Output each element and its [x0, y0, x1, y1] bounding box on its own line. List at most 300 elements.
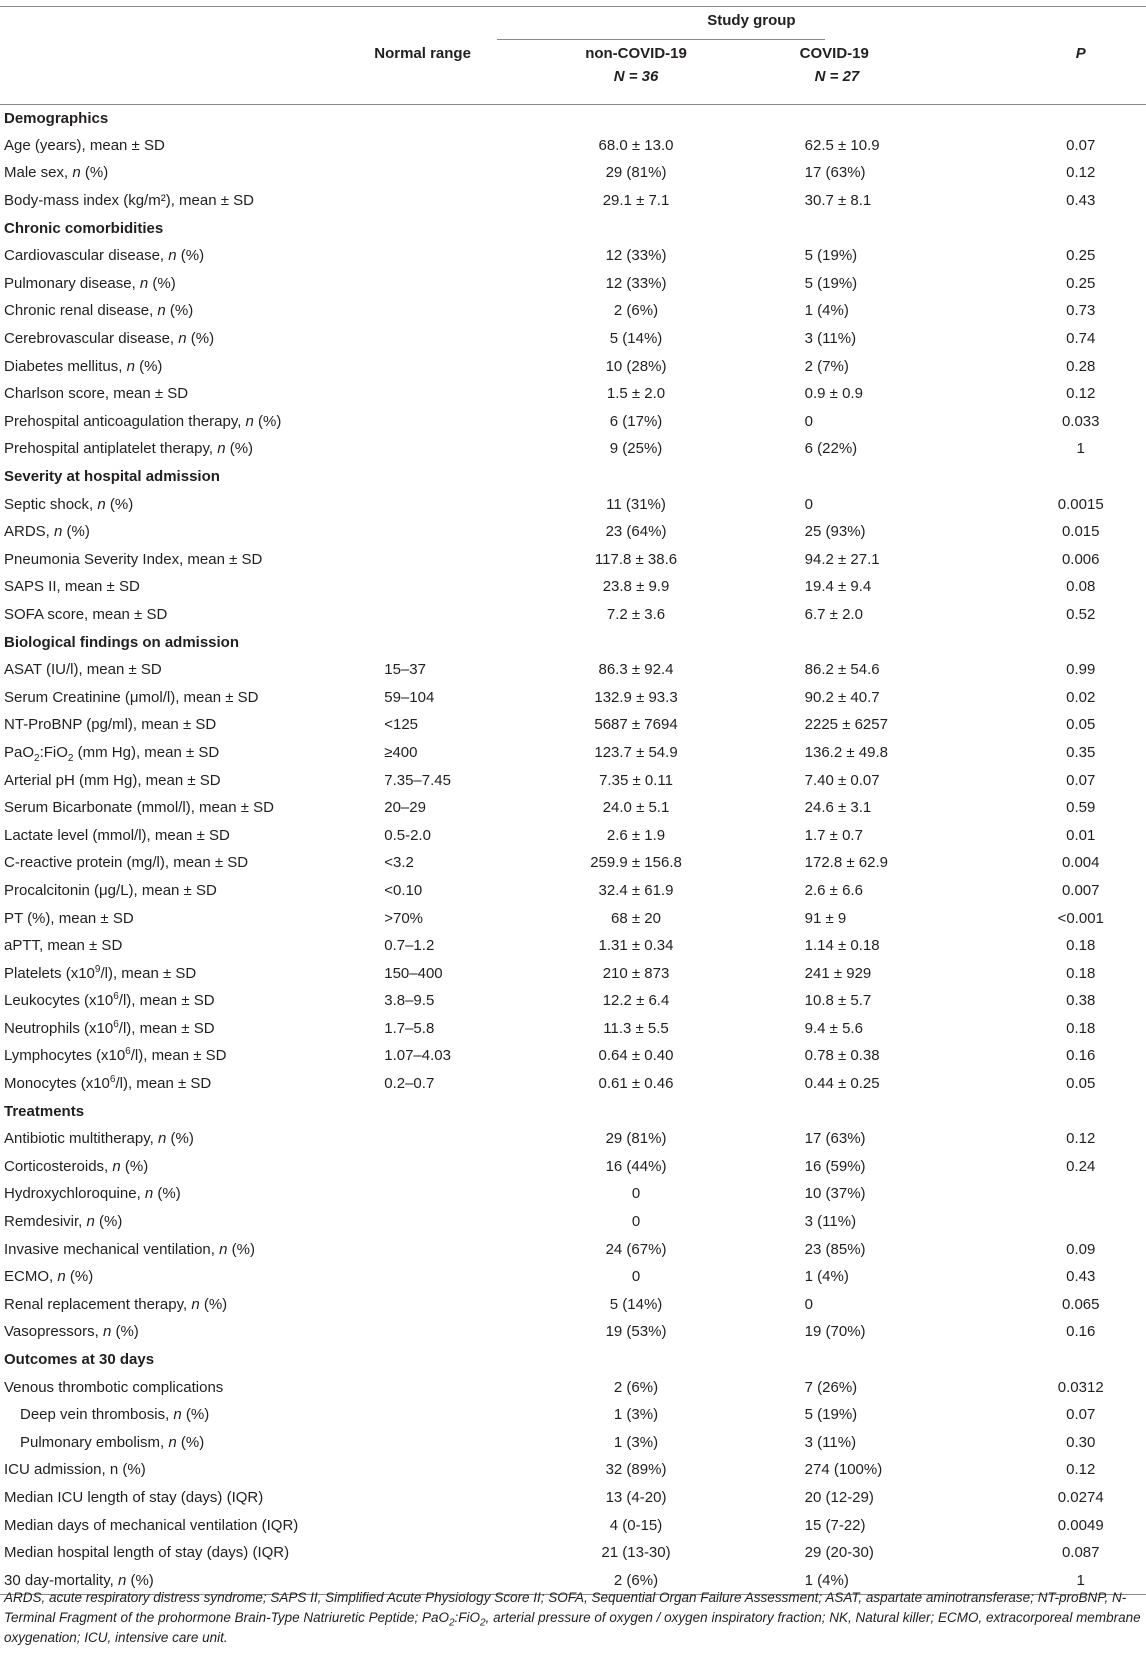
- covid-cell: 136.2 ± 49.8: [804, 743, 888, 761]
- row-label-text: Procalcitonin (μg/L), mean ± SD: [4, 881, 217, 899]
- normal-range-cell: <3.2: [384, 854, 414, 872]
- row-label: [0, 1539, 374, 1567]
- section-title: Chronic comorbidities: [4, 219, 164, 237]
- row-label-tail: (%): [94, 1213, 123, 1231]
- row-label-text: Leukocytes (x10: [4, 992, 114, 1010]
- row-label: [0, 1484, 374, 1512]
- row-label: [0, 270, 374, 298]
- table-row: [0, 850, 1146, 878]
- row-label: [0, 1291, 374, 1319]
- normal-range-cell: <0.10: [384, 881, 423, 899]
- covid-header: COVID-19: [799, 44, 869, 62]
- non-covid-cell: 1.5 ± 2.0: [606, 385, 666, 403]
- non-covid-cell: 1 (3%): [613, 1433, 659, 1451]
- normal-range-cell: [374, 1457, 497, 1485]
- row-label-text: Pulmonary disease,: [4, 274, 140, 292]
- row-label-italic: n: [117, 1571, 127, 1589]
- row-label-text: SOFA score, mean ± SD: [4, 605, 168, 623]
- row-label-italic: n: [139, 274, 149, 292]
- p-value-cell: 0.18: [1066, 964, 1096, 982]
- table-row: [0, 436, 1146, 464]
- non-covid-cell: 29.1 ± 7.1: [602, 192, 670, 210]
- normal-range-cell: [374, 1125, 497, 1153]
- covid-cell: 7.40 ± 0.07: [804, 771, 880, 789]
- section-title: Biological findings on admission: [4, 633, 240, 651]
- row-label-text: Platelets (x10: [4, 964, 95, 982]
- row-label-text: Hydroxychloroquine,: [4, 1185, 145, 1203]
- row-label-tail: (%): [181, 1406, 210, 1424]
- row-label-tail: /l), mean ± SD: [118, 1019, 215, 1037]
- table-row: [0, 988, 1146, 1016]
- normal-range-cell: [374, 601, 497, 629]
- non-covid-cell: 132.9 ± 93.3: [594, 688, 678, 706]
- non-covid-cell: 259.9 ± 156.8: [590, 854, 682, 872]
- row-label-italic: n: [86, 1213, 95, 1231]
- row-label-text: Remdesivir,: [4, 1213, 87, 1231]
- covid-cell: 17 (63%): [804, 1130, 866, 1148]
- row-label-text: Vasopressors,: [4, 1323, 103, 1341]
- table-row: [0, 932, 1146, 960]
- normal-range-cell: [374, 1263, 497, 1291]
- covid-cell: 1 (4%): [804, 1571, 849, 1589]
- non-covid-cell: 68 ± 20: [611, 909, 661, 927]
- p-value-cell: 0.033: [1061, 412, 1100, 430]
- normal-range-cell: 15–37: [384, 661, 426, 679]
- table-row: [0, 712, 1146, 740]
- normal-range-header: Normal range: [374, 44, 471, 62]
- row-label: [0, 160, 374, 188]
- row-label-tail: /l), mean ± SD: [118, 992, 215, 1010]
- covid-cell: 23 (85%): [804, 1240, 866, 1258]
- non-covid-cell: 2 (6%): [613, 1571, 659, 1589]
- table-row: [0, 1263, 1146, 1291]
- row-label-text: Cerebrovascular disease,: [4, 330, 179, 348]
- non-covid-cell: 24.0 ± 5.1: [602, 799, 670, 817]
- row-label-tail: (%): [227, 1240, 255, 1258]
- covid-cell: 241 ± 929: [804, 964, 872, 982]
- normal-range-cell: 0.2–0.7: [384, 1075, 435, 1093]
- covid-cell: 94.2 ± 27.1: [804, 550, 880, 568]
- normal-range-cell: [374, 187, 497, 215]
- row-label: [0, 1070, 374, 1098]
- normal-range-cell: 3.8–9.5: [384, 992, 435, 1010]
- p-value-cell: 0.18: [1066, 1019, 1096, 1037]
- row-label: [0, 1125, 374, 1153]
- normal-range-cell: ≥400: [384, 743, 418, 761]
- row-label-sub: 2: [34, 752, 40, 764]
- p-value-cell: 0.59: [1066, 799, 1096, 817]
- non-covid-cell: 0.61 ± 0.46: [598, 1075, 674, 1093]
- row-label: [0, 1043, 374, 1071]
- table-row: [0, 1457, 1146, 1485]
- normal-range-cell: 0.5-2.0: [384, 826, 431, 844]
- non-covid-cell: 10 (28%): [605, 357, 667, 375]
- table-row: [0, 132, 1146, 160]
- table-row: [0, 353, 1146, 381]
- normal-range-cell: [374, 353, 497, 381]
- p-value-cell: 0.73: [1066, 302, 1096, 320]
- p-value-cell: 0.07: [1066, 136, 1096, 154]
- row-label-italic: n: [144, 1185, 154, 1203]
- row-label-text: ASAT (IU/l), mean ± SD: [4, 661, 162, 679]
- row-label: [0, 822, 374, 850]
- table-row: [0, 1319, 1146, 1347]
- covid-cell: 1.14 ± 0.18: [804, 937, 880, 955]
- covid-cell: 0.44 ± 0.25: [804, 1075, 880, 1093]
- normal-range-cell: [374, 1374, 497, 1402]
- row-label-tail: (%): [80, 164, 109, 182]
- footnote-part3: , arterial pressure of oxygen / oxygen inspiratory fraction; NK, Natural killer; ECMO, extracorporeal membrane oxygenation; ICU, intensive care unit.: [4, 1610, 1141, 1645]
- section-header-row: [0, 1098, 1146, 1126]
- p-value-cell: 0.16: [1066, 1047, 1096, 1065]
- non-covid-cell: 2.6 ± 1.9: [606, 826, 666, 844]
- covid-cell: 9.4 ± 5.6: [804, 1019, 863, 1037]
- table-row: [0, 1484, 1146, 1512]
- row-label-text: Cardiovascular disease,: [4, 247, 169, 265]
- row-label-tail: /l), mean ± SD: [100, 964, 197, 982]
- row-label-tail: (%): [111, 1323, 139, 1341]
- row-label-text: Prehospital antiplatelet therapy,: [4, 440, 218, 458]
- covid-cell: 6 (22%): [804, 440, 858, 458]
- table-row: [0, 1401, 1146, 1429]
- normal-range-cell: 1.7–5.8: [384, 1019, 435, 1037]
- row-label-tail: /l), mean ± SD: [130, 1047, 227, 1065]
- header-row-columns: [0, 41, 1146, 67]
- row-label-italic: n: [54, 523, 63, 541]
- non-covid-cell: 6 (17%): [609, 412, 663, 430]
- row-label: [0, 1512, 374, 1540]
- row-label-tail: (%): [199, 1295, 228, 1313]
- p-value-cell: 0.05: [1066, 716, 1096, 734]
- row-label: [0, 1401, 374, 1429]
- table-row: [0, 1539, 1146, 1567]
- table-row: [0, 491, 1146, 519]
- row-label-text: aPTT, mean ± SD: [4, 937, 123, 955]
- covid-cell: 172.8 ± 62.9: [804, 854, 888, 872]
- normal-range-cell: [374, 298, 497, 326]
- table-row: [0, 408, 1146, 436]
- non-covid-cell: 4 (0-15): [609, 1516, 663, 1534]
- row-label: [0, 1181, 374, 1209]
- p-value-cell: 0.52: [1066, 605, 1096, 623]
- row-label-tail: (%): [225, 440, 254, 458]
- covid-cell: 16 (59%): [804, 1157, 866, 1175]
- row-label-italic: n: [168, 247, 177, 265]
- row-label-tail: (mm Hg), mean ± SD: [73, 743, 220, 761]
- non-covid-cell: 12.2 ± 6.4: [602, 992, 670, 1010]
- row-label-italic: n: [126, 357, 135, 375]
- table-row: [0, 905, 1146, 933]
- p-value-cell: 0.007: [1061, 881, 1100, 899]
- table-row: [0, 160, 1146, 188]
- table-row: [0, 546, 1146, 574]
- row-label: [0, 518, 374, 546]
- row-label: [0, 1153, 374, 1181]
- row-label: [0, 1208, 374, 1236]
- study-group-header: Study group: [707, 12, 796, 30]
- covid-cell: 2225 ± 6257: [804, 716, 888, 734]
- row-label: [0, 988, 374, 1016]
- p-value-cell: 0.74: [1066, 330, 1096, 348]
- row-label-text: Arterial pH (mm Hg), mean ± SD: [4, 771, 221, 789]
- covid-cell: 3 (11%): [804, 1433, 857, 1451]
- row-label: [0, 1015, 374, 1043]
- non-covid-cell: 1 (3%): [613, 1406, 659, 1424]
- p-header: P: [1075, 44, 1086, 62]
- table-row: [0, 1043, 1146, 1071]
- section-header-row: [0, 105, 1146, 133]
- row-label-text: PT (%), mean ± SD: [4, 909, 134, 927]
- p-value-cell: <0.001: [1057, 909, 1104, 927]
- normal-range-cell: [374, 1539, 497, 1567]
- row-label-text: Antibiotic multitherapy,: [4, 1130, 158, 1148]
- row-label-italic: n: [219, 1240, 228, 1258]
- row-label-tail: (%): [120, 1157, 149, 1175]
- row-label-text: Lactate level (mmol/l), mean ± SD: [4, 826, 230, 844]
- p-value-cell: [1015, 1208, 1146, 1236]
- row-label: [0, 684, 374, 712]
- table-row: [0, 325, 1146, 353]
- row-label-sup: 6: [113, 1018, 119, 1030]
- p-value-cell: 1: [1076, 1571, 1085, 1589]
- non-covid-cell: 32 (89%): [605, 1461, 667, 1479]
- p-value-cell: 0.12: [1066, 1130, 1096, 1148]
- p-value-cell: 0.07: [1066, 771, 1096, 789]
- covid-cell: 19.4 ± 9.4: [804, 578, 872, 596]
- section-title: Outcomes at 30 days: [4, 1351, 155, 1369]
- section-title: Demographics: [4, 109, 109, 127]
- row-label-text: Diabetes mellitus,: [4, 357, 127, 375]
- normal-range-cell: [374, 1401, 497, 1429]
- row-label-italic: n: [97, 495, 106, 513]
- non-covid-cell: 5687 ± 7694: [594, 716, 678, 734]
- table-row: [0, 1291, 1146, 1319]
- non-covid-cell: 210 ± 873: [602, 964, 670, 982]
- row-label-italic: n: [112, 1157, 121, 1175]
- covid-cell: 2 (7%): [804, 357, 849, 375]
- table-row: [0, 1125, 1146, 1153]
- row-label-text: ARDS,: [4, 523, 55, 541]
- row-label-tail: (%): [165, 302, 194, 320]
- row-label-text: Charlson score, mean ± SD: [4, 385, 189, 403]
- row-label-text: Monocytes (x10: [4, 1075, 110, 1093]
- table-row: [0, 794, 1146, 822]
- non-covid-cell: 12 (33%): [605, 274, 667, 292]
- p-value-cell: 0.08: [1066, 578, 1096, 596]
- p-value-cell: 0.07: [1066, 1406, 1096, 1424]
- row-label-italic: n: [217, 440, 226, 458]
- p-value-cell: 0.12: [1066, 385, 1096, 403]
- non-covid-cell: 0.64 ± 0.40: [598, 1047, 674, 1065]
- p-value-cell: 0.30: [1066, 1433, 1096, 1451]
- covid-cell: 25 (93%): [804, 523, 866, 541]
- covid-cell: 0.9 ± 0.9: [804, 385, 863, 403]
- row-label-text: Serum Creatinine (μmol/l), mean ± SD: [4, 688, 259, 706]
- row-label-sub: 2: [67, 752, 74, 764]
- row-label-text: Chronic renal disease,: [4, 302, 158, 320]
- p-value-cell: 0.0274: [1057, 1488, 1104, 1506]
- p-value-cell: 0.28: [1066, 357, 1096, 375]
- normal-range-cell: [374, 1291, 497, 1319]
- row-label: [0, 1319, 374, 1347]
- covid-cell: 24.6 ± 3.1: [804, 799, 872, 817]
- non-covid-cell: 9 (25%): [609, 440, 663, 458]
- non-covid-cell: 68.0 ± 13.0: [598, 136, 674, 154]
- normal-range-cell: [374, 270, 497, 298]
- non-covid-cell: 24 (67%): [605, 1240, 667, 1258]
- table-row: [0, 684, 1146, 712]
- section-header-row: [0, 1346, 1146, 1374]
- non-covid-cell: 7.35 ± 0.11: [599, 771, 673, 789]
- row-label-text: Pulmonary embolism,: [20, 1433, 169, 1451]
- table-row: [0, 298, 1146, 326]
- non-covid-cell: 29 (81%): [605, 164, 667, 182]
- normal-range-cell: [374, 1181, 497, 1209]
- table-row: [0, 822, 1146, 850]
- covid-cell: 10.8 ± 5.7: [804, 992, 872, 1010]
- non-covid-cell: 5 (14%): [609, 1295, 663, 1313]
- covid-cell: 0: [804, 1295, 813, 1313]
- non-covid-cell: 86.3 ± 92.4: [598, 661, 674, 679]
- covid-cell: 7 (26%): [804, 1378, 858, 1396]
- row-label-text: Median ICU length of stay (days) (IQR): [4, 1488, 264, 1506]
- row-label-tail: (%): [62, 523, 90, 541]
- row-label-sup: 6: [113, 991, 119, 1003]
- row-label-sup: 6: [109, 1074, 116, 1086]
- header-row-group: [0, 7, 1146, 41]
- table-footnote: [4, 1588, 1142, 1648]
- non-covid-cell: 19 (53%): [605, 1323, 667, 1341]
- covid-cell: 30.7 ± 8.1: [804, 192, 872, 210]
- normal-range-cell: [374, 1208, 497, 1236]
- p-value-cell: 0.43: [1066, 1268, 1096, 1286]
- row-label-tail: (%): [126, 1571, 154, 1589]
- table-row: [0, 574, 1146, 602]
- non-covid-cell: 32.4 ± 61.9: [598, 881, 674, 899]
- non-covid-n: N = 36: [613, 67, 659, 85]
- normal-range-cell: [374, 436, 497, 464]
- table-row: [0, 518, 1146, 546]
- normal-range-cell: [374, 325, 497, 353]
- row-label: [0, 380, 374, 408]
- p-value-cell: 1: [1076, 440, 1085, 458]
- table-row: [0, 877, 1146, 905]
- row-label: [0, 436, 374, 464]
- covid-cell: 3 (11%): [804, 330, 857, 348]
- p-value-cell: 0.43: [1066, 192, 1096, 210]
- non-covid-cell: 16 (44%): [605, 1157, 667, 1175]
- row-label: [0, 905, 374, 933]
- row-label: [0, 1374, 374, 1402]
- normal-range-cell: [374, 242, 497, 270]
- normal-range-cell: 1.07–4.03: [384, 1047, 451, 1065]
- row-label-text: Median days of mechanical ventilation (IQR): [4, 1516, 299, 1534]
- row-label-text: NT-ProBNP (pg/ml), mean ± SD: [4, 716, 217, 734]
- covid-cell: 86.2 ± 54.6: [804, 661, 880, 679]
- row-label-tail: (%): [253, 412, 282, 430]
- row-label: [0, 298, 374, 326]
- data-table: [0, 6, 1146, 1595]
- row-label-tail: (%): [176, 1433, 205, 1451]
- non-covid-cell: 123.7 ± 54.9: [594, 743, 678, 761]
- p-value-cell: [1015, 1181, 1146, 1209]
- section-title: Severity at hospital admission: [4, 468, 220, 486]
- table-row: [0, 656, 1146, 684]
- covid-cell: 274 (100%): [804, 1461, 883, 1479]
- footnote-part2: :FiO: [454, 1610, 481, 1625]
- non-covid-cell: 1.31 ± 0.34: [598, 937, 674, 955]
- normal-range-cell: [374, 1512, 497, 1540]
- table-row: [0, 601, 1146, 629]
- row-label: [0, 1457, 374, 1485]
- row-label: [0, 739, 374, 767]
- non-covid-cell: 5 (14%): [609, 330, 663, 348]
- p-value-cell: 0.02: [1066, 688, 1096, 706]
- row-label-text: C-reactive protein (mg/l), mean ± SD: [4, 854, 249, 872]
- non-covid-cell: 0: [631, 1185, 641, 1203]
- non-covid-cell: 29 (81%): [605, 1130, 667, 1148]
- covid-cell: 5 (19%): [804, 274, 858, 292]
- table-row: [0, 1208, 1146, 1236]
- row-label-text: ECMO,: [4, 1268, 58, 1286]
- row-label-italic: n: [157, 1130, 167, 1148]
- row-label: [0, 656, 374, 684]
- row-label-text: Prehospital anticoagulation therapy,: [4, 412, 246, 430]
- row-label-tail: /l), mean ± SD: [115, 1075, 212, 1093]
- row-label-italic: n: [191, 1295, 200, 1313]
- p-value-cell: 0.0049: [1057, 1516, 1104, 1534]
- row-label: [0, 187, 374, 215]
- row-label-sup: 6: [125, 1046, 131, 1058]
- row-label-text: Venous thrombotic complications: [4, 1378, 224, 1396]
- p-value-cell: 0.12: [1066, 1461, 1096, 1479]
- covid-cell: 1 (4%): [804, 1268, 849, 1286]
- p-value-cell: 0.16: [1066, 1323, 1096, 1341]
- row-label: [0, 1236, 374, 1264]
- normal-range-cell: [374, 491, 497, 519]
- row-label-italic: n: [157, 302, 166, 320]
- row-label: [0, 932, 374, 960]
- non-covid-cell: 11 (31%): [606, 495, 666, 513]
- header-row-n: [0, 67, 1146, 105]
- normal-range-cell: [374, 574, 497, 602]
- normal-range-cell: <125: [384, 716, 419, 734]
- normal-range-cell: 0.7–1.2: [384, 937, 435, 955]
- section-header-row: [0, 215, 1146, 243]
- row-label-text: Age (years), mean ± SD: [4, 136, 165, 154]
- covid-cell: 90.2 ± 40.7: [804, 688, 880, 706]
- non-covid-cell: 117.8 ± 38.6: [594, 550, 678, 568]
- row-label-italic: n: [102, 1323, 112, 1341]
- normal-range-cell: [374, 546, 497, 574]
- section-header-row: [0, 629, 1146, 657]
- row-label-text: ICU admission, n (%): [4, 1461, 146, 1479]
- row-label: [0, 132, 374, 160]
- footnote-sub1: 2: [448, 1617, 455, 1629]
- covid-cell: 17 (63%): [804, 164, 866, 182]
- row-label: [0, 546, 374, 574]
- p-value-cell: 0.09: [1066, 1240, 1096, 1258]
- table-row: [0, 1181, 1146, 1209]
- normal-range-cell: [374, 1236, 497, 1264]
- normal-range-cell: [374, 408, 497, 436]
- row-label-text: PaO: [4, 743, 35, 761]
- p-value-cell: 0.05: [1066, 1075, 1096, 1093]
- non-covid-cell: 11.3 ± 5.5: [603, 1019, 669, 1037]
- covid-cell: 19 (70%): [804, 1323, 866, 1341]
- row-label: [0, 491, 374, 519]
- covid-cell: 10 (37%): [804, 1185, 866, 1203]
